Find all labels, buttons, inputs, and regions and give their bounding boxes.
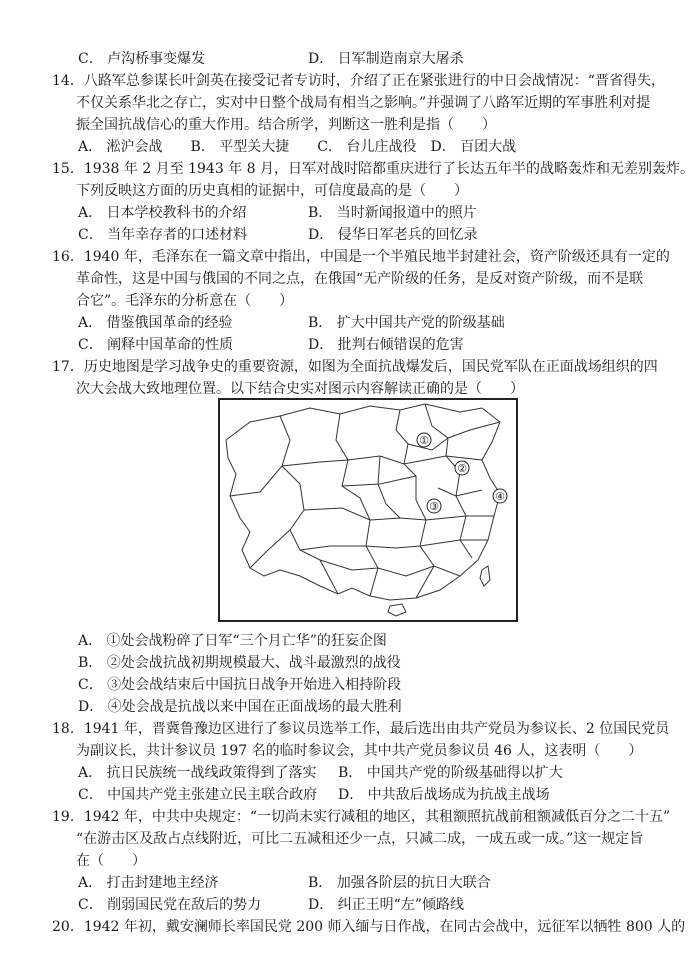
hainan-island	[388, 604, 406, 616]
q15-stem-line-1: 15．1938 年 2 月至 1943 年 8 月，日军对战时陪都重庆进行了长达五年半的战略轰炸和无差别轰炸。	[52, 161, 695, 177]
q18-stem-line-2: 为副议长，共计参议员 197 名的临时参议会，其中共产党员参议员 46 人，这表明（ ）	[76, 743, 643, 759]
battle-marker-4-label: ④	[495, 490, 505, 503]
q15-option-c: C． 当年幸存者的口述材料	[78, 227, 248, 243]
q17-option-a: A． ①处会战粉碎了日军“三个月亡华”的狂妄企图	[78, 633, 387, 649]
q19-option-c: C． 削弱国民党在敌后的势力	[78, 897, 262, 913]
q13-option-d: D． 日军制造南京大屠杀	[308, 51, 464, 67]
q16-stem-line-1: 16．1940 年，毛泽东在一篇文章中指出，中国是一个半殖民地半封建社会，资产阶级还具有一定的	[52, 249, 670, 265]
battle-marker-2-label: ②	[457, 462, 467, 475]
q15-option-b: B． 当时新闻报道中的照片	[308, 205, 477, 221]
q19-option-a: A． 打击封建地主经济	[78, 875, 219, 891]
q16-stem-line-3: 合它”。毛泽东的分析意在（ ）	[76, 293, 294, 309]
q16-option-d: D． 批判右倾错误的危害	[308, 337, 464, 353]
q14-stem-line-3: 振全国抗战信心的重大作用。结合所学，判断这一胜利是指（ ）	[76, 117, 496, 133]
q18-option-b: B． 中国共产党的阶级基础得以扩大	[338, 765, 563, 781]
battle-marker-1-label: ①	[419, 434, 429, 447]
q16-option-a: A． 借鉴俄国革命的经验	[78, 315, 233, 331]
q18-stem-line-1: 18．1941 年，晋冀鲁豫边区进行了参议员选举工作，最后选出由共产党员为参议长、2 位国民党员	[52, 721, 670, 737]
q18-option-d: D． 中共敌后战场成为抗战主战场	[338, 787, 550, 803]
q19-option-b: B． 加强各阶层的抗日大联合	[308, 875, 491, 891]
q16-option-b: B． 扩大中国共产党的阶级基础	[308, 315, 505, 331]
taiwan-island	[480, 566, 490, 586]
q19-option-d: D． 纠正王明“左”倾路线	[308, 897, 464, 913]
q14-stem-line-1: 14．八路军总参谋长叶剑英在接受记者专访时，介绍了正在紧张进行的中日会战情况：“晋省得失，	[52, 73, 665, 89]
q17-option-c: C． ③处会战结束后中国抗日战争开始进入相持阶段	[78, 677, 402, 693]
q18-option-c: C． 中国共产党主张建立民主联合政府	[78, 787, 318, 803]
q19-stem-line-1: 19．1942 年，中共中央规定：“一切尚未实行减租的地区，其租额照抗战前租额减低百分之二十五”	[52, 809, 671, 825]
q15-stem-line-2: 下列反映这方面的历史真相的证据中，可信度最高的是（ ）	[76, 183, 468, 199]
map-drawing	[220, 400, 516, 620]
q18-option-a: A． 抗日民族统一战线政策得到了落实	[78, 765, 317, 781]
q19-stem-line-3: 在（ ）	[76, 853, 146, 869]
q15-option-a: A． 日本学校教科书的介绍	[78, 205, 247, 221]
q17-option-d: D． ④处会战是抗战以来中国在正面战场的最大胜利	[78, 699, 402, 715]
q14-options: A． 淞沪会战 B． 平型关大捷 C． 台儿庄战役 D． 百团大战	[78, 139, 517, 155]
battle-marker-3-label: ③	[429, 500, 439, 513]
q16-stem-line-2: 革命性，这是中国与俄国的不同之点，在俄国“无产阶级的任务，是反对资产阶级，而不是联	[76, 271, 644, 287]
china-battle-map	[218, 398, 518, 622]
q16-option-c: C． 阐释中国革命的性质	[78, 337, 234, 353]
q17-stem-line-2: 次大会战大致地理位置。以下结合史实对图示内容解读正确的是（ ）	[76, 381, 524, 397]
q13-option-c: C． 卢沟桥事变爆发	[78, 51, 206, 67]
q19-stem-line-2: “在游击区及敌占点线附近，可比二五减租还少一点，只减二成，一成五或一成。”这一规定旨	[76, 831, 644, 847]
q17-option-b: B． ②处会战抗战初期规模最大、战斗最激烈的战役	[78, 655, 401, 671]
q14-stem-line-2: 不仅关系华北之存亡，实对中日整个战局有相当之影响。”并强调了八路军近期的军事胜利对提	[76, 95, 651, 111]
q15-option-d: D． 侵华日军老兵的回忆录	[308, 227, 478, 243]
q17-stem-line-1: 17．历史地图是学习战争史的重要资源，如图为全面抗战爆发后，国民党军队在正面战场组织的四	[52, 359, 658, 375]
q20-stem-line-1: 20．1942 年初，戴安澜师长率国民党 200 师入缅与日作战，在同古会战中，远征军以牺牲 800 人的	[52, 919, 686, 935]
